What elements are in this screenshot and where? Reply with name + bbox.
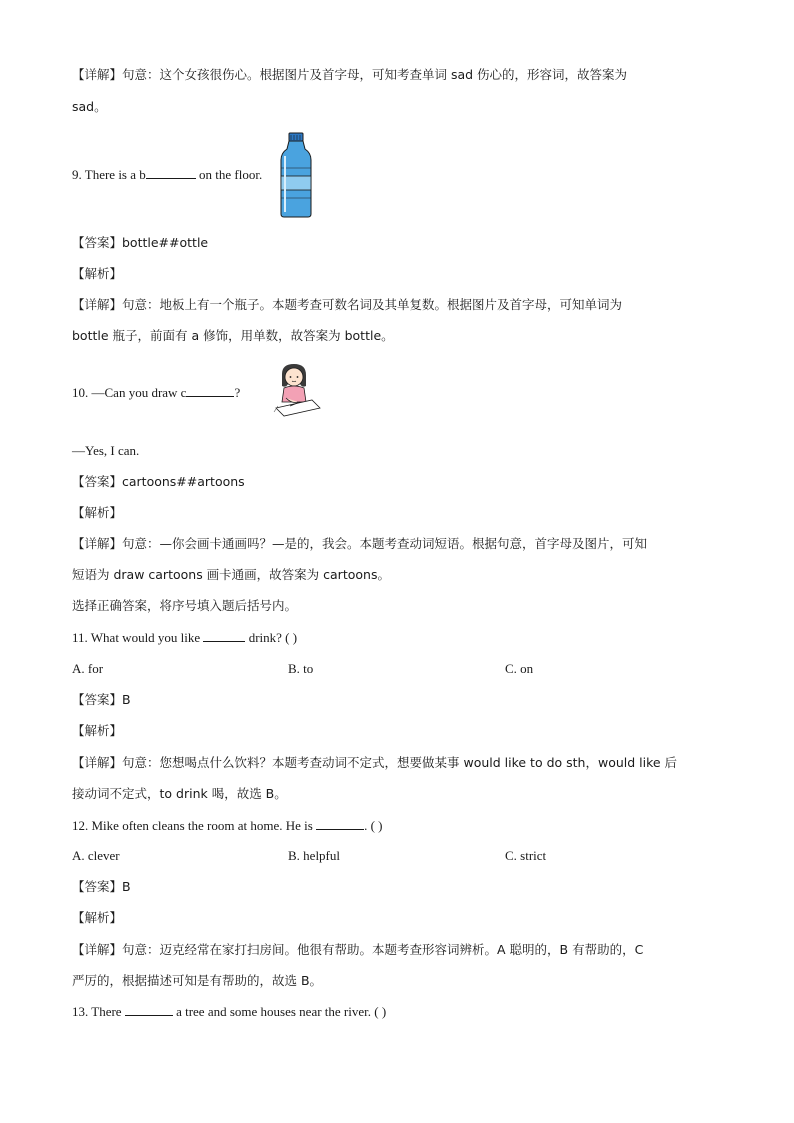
section-instruction: 选择正确答案，将序号填入题后括号内。 (72, 598, 298, 613)
q10-stem-end: ? (234, 385, 241, 400)
q9-stem-end: on the floor. (195, 167, 263, 182)
q12-stem (72, 817, 382, 835)
q10-stem (72, 384, 240, 402)
q9-answer: 【答案】bottle##ottle (72, 235, 209, 250)
q11-stem-end: drink? ( ) (245, 630, 298, 645)
q13-stem-end: a tree and some houses near the river. ( ) (172, 1004, 387, 1019)
q10-stem-start: 10. —Can you draw c (72, 385, 187, 400)
q12-stem-end: . ( ) (364, 818, 383, 833)
q13-stem-start: 13. There (72, 1004, 125, 1019)
q13-stem (72, 1003, 386, 1021)
q9-detail-line1: 【详解】句意：地板上有一个瓶子。本题考查可数名词及其单复数。根据图片及首字母，可知单词为 (72, 297, 623, 312)
q11-stem-start: 11. What would you like (72, 630, 204, 645)
q13-answer-blank (125, 1003, 173, 1016)
q11-detail-line2: 接动词不定式，to drink 喝，故选 B。 (72, 786, 287, 801)
q12-analysis: 【解析】 (72, 910, 123, 925)
water-bottle-icon (278, 132, 314, 218)
q11-option-a: A. for (72, 661, 104, 676)
q12-option-c: C. strict (505, 848, 547, 863)
q11-answer-blank (203, 629, 245, 642)
q11-answer: 【答案】B (72, 692, 131, 707)
q12-detail-line2: 严厉的，根据描述可知是有帮助的，故选 B。 (72, 973, 323, 988)
q11-stem (72, 629, 297, 647)
q8-detail-line2: sad。 (72, 99, 107, 114)
q10-detail-line2: 短语为 draw cartoons 画卡通画，故答案为 cartoons。 (72, 567, 390, 582)
q11-option-c: C. on (505, 661, 534, 676)
q12-option-b: B. helpful (288, 848, 340, 863)
q12-answer: 【答案】B (72, 879, 131, 894)
q12-detail-line1: 【详解】句意：迈克经常在家打扫房间。他很有帮助。本题考查形容词辨析。A 聪明的，B 有帮助的，C (72, 942, 644, 957)
q9-stem (72, 166, 262, 184)
girl-drawing-icon (268, 362, 322, 418)
q9-answer-blank (146, 166, 196, 179)
q10-analysis: 【解析】 (72, 505, 123, 520)
q11-detail-line1: 【详解】句意：您想喝点什么饮料？本题考查动词不定式，想要做某事 would like to do sth，would like 后 (72, 755, 678, 770)
q9-stem-start: 9. There is a b (72, 167, 146, 182)
q11-analysis: 【解析】 (72, 723, 123, 738)
q12-option-a: A. clever (72, 848, 120, 863)
q10-detail-line1: 【详解】句意：—你会画卡通画吗？—是的，我会。本题考查动词短语。根据句意，首字母及图片，可知 (72, 536, 648, 551)
q12-stem-start: 12. Mike often cleans the room at home. He is (72, 818, 317, 833)
q8-detail-line1: 【详解】句意：这个女孩很伤心。根据图片及首字母，可知考查单词 sad 伤心的，形容词，故答案为 (72, 67, 628, 82)
q10-answer: 【答案】cartoons##artoons (72, 474, 245, 489)
q11-option-b: B. to (288, 661, 314, 676)
q10-reply: —Yes, I can. (72, 443, 140, 458)
q9-detail-line2: bottle 瓶子，前面有 a 修饰，用单数，故答案为 bottle。 (72, 328, 394, 343)
q12-answer-blank (316, 817, 364, 830)
q9-analysis: 【解析】 (72, 266, 123, 281)
q10-answer-blank (186, 384, 234, 397)
